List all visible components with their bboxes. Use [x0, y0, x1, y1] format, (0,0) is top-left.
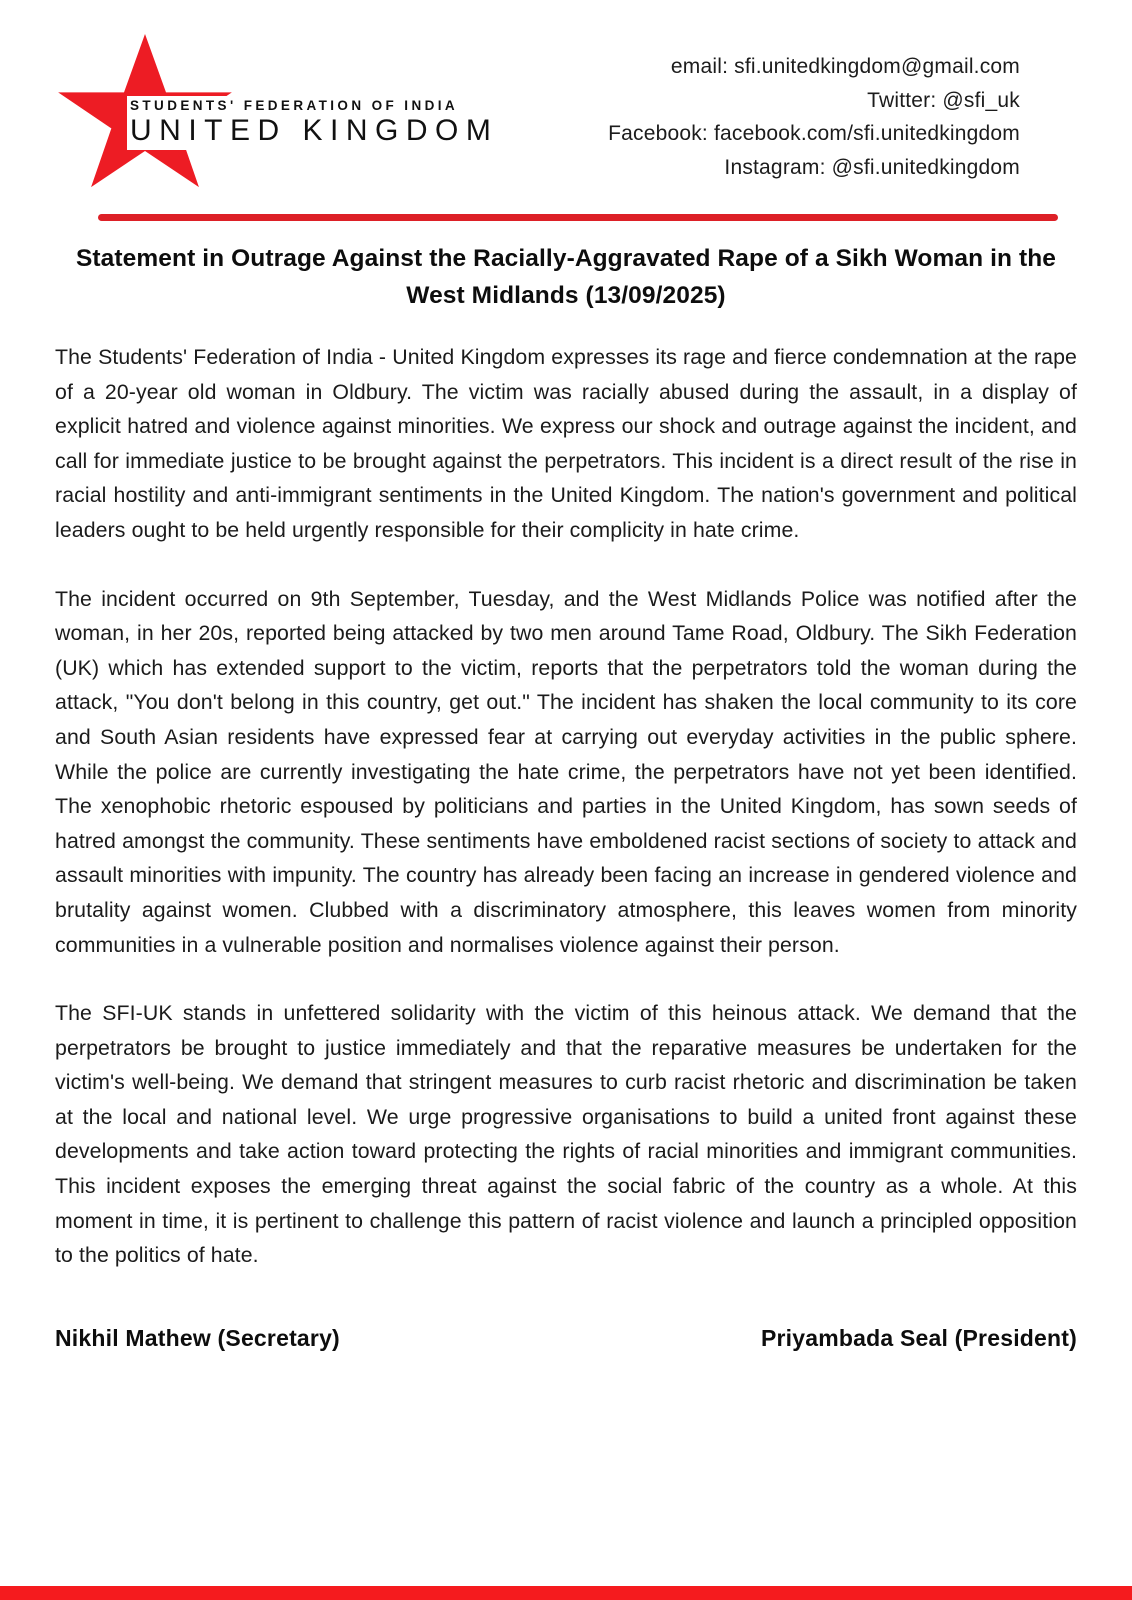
logo-wordmark: [127, 96, 502, 150]
signature-president: Priyambada Seal (President): [760, 1324, 1077, 1351]
statement-paragraph-1: The Students' Federation of India - United Kingdom expresses its rage and fierce condemnation at the rape of a 20-year old woman in Oldbury. The victim was racially abused during the assault, in a display of explicit hatred and violence against minorities. We express our shock and outrage against the incident, and call for immediate justice to be brought against the perpetrators. This incident is a direct result of the rise in racial hostility and anti-immigrant sentiments in the United Kingdom. The nation's government and political leaders ought to be held urgently responsible for their complicity in hate crime.: [55, 345, 1077, 542]
statement-text: [55, 340, 1077, 1273]
contact-facebook: Facebook: facebook.com/sfi.unitedkingdom: [608, 122, 1020, 146]
statement-paragraph-3: The SFI-UK stands in unfettered solidarity with the victim of this heinous attack. We demand that the perpetrators be brought to justice immediately and that the reparative measures be undertaken for the victim's well-being. We demand that stringent measures to curb racist rhetoric and discrimination be taken at the local and national level. We urge progressive organisations to build a united front against these developments and take action toward protecting the rights of racial minorities and immigrant communities. This incident exposes the emerging threat against the social fabric of the country as a whole. At this moment in time, it is pertinent to challenge this pattern of racist violence and launch a principled opposition to the politics of hate.: [55, 1001, 1077, 1268]
logo-org-name: STUDENTS' FEDERATION OF INDIA: [130, 98, 459, 113]
statement-title: Statement in Outrage Against the Racially-Aggravated Rape of a Sikh Woman in the West Midlands (13/09/2025): [75, 245, 1057, 309]
footer-accent-bar: [0, 1586, 1132, 1600]
signature-row: [55, 1325, 1077, 1352]
contact-instagram: Instagram: @sfi.unitedkingdom: [724, 155, 1020, 179]
header-divider-rule: [98, 214, 1058, 221]
statement-paragraph-2: The incident occurred on 9th September, Tuesday, and the West Midlands Police was notified after the woman, in her 20s, reported being attacked by two men around Tame Road, Oldbury. The Sikh Federation (UK) which has extended support to the victim, reports that the perpetrators told the woman during the attack, "You don't belong in this country, get out." The incident has shaken the local community to its core and South Asian residents have expressed fear at carrying out everyday activities in the public sphere. While the police are currently investigating the hate crime, the perpetrators have not yet been identified. The xenophobic rhetoric espoused by politicians and parties in the United Kingdom, has sown seeds of hatred amongst the community. These sentiments have emboldened racist sections of society to attack and assault minorities with impunity. The country has already been facing an increase in gendered violence and brutality against women. Clubbed with a discriminatory atmosphere, this leaves women from minority communities in a vulnerable position and normalises violence against their person.: [55, 586, 1077, 957]
statement-body: [55, 240, 1077, 1352]
contact-email: email: sfi.unitedkingdom@gmail.com: [670, 55, 1020, 78]
signature-secretary: Nikhil Mathew (Secretary): [55, 1324, 340, 1351]
contact-twitter: Twitter: @sfi_uk: [867, 88, 1020, 112]
logo-region-name: UNITED KINGDOM: [130, 114, 499, 147]
contact-block: [608, 50, 1020, 184]
